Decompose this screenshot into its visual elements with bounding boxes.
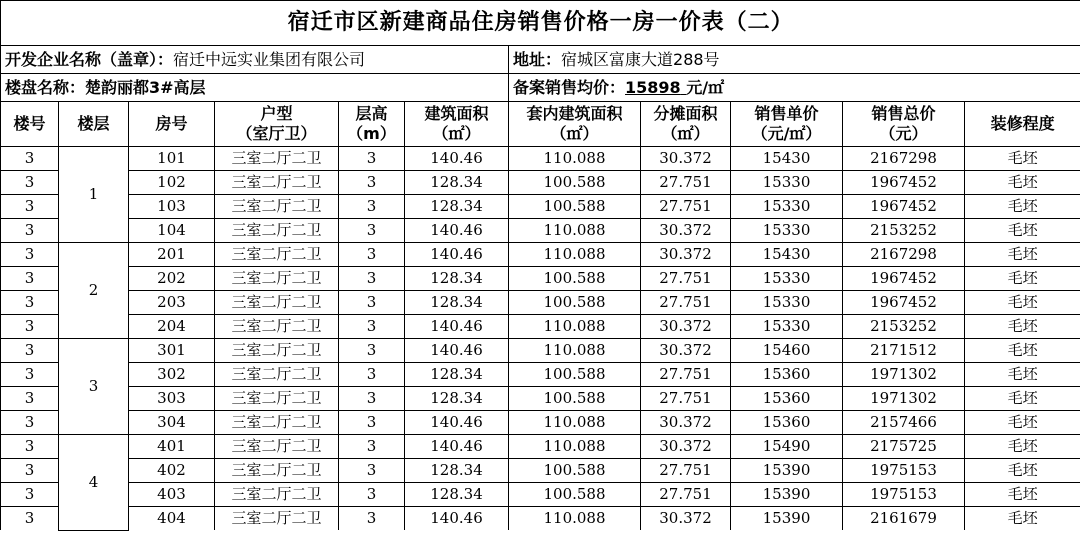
cell-total: 2161679 (843, 507, 965, 531)
cell-inner: 100.588 (509, 195, 641, 219)
cell-area: 140.46 (405, 339, 509, 363)
cell-shared: 27.751 (641, 267, 731, 291)
col-total-price-line1: 销售总价 (871, 104, 936, 123)
cell-building: 3 (1, 435, 59, 459)
cell-room: 403 (129, 483, 215, 507)
cell-building: 3 (1, 243, 59, 267)
cell-building: 3 (1, 315, 59, 339)
cell-area: 128.34 (405, 171, 509, 195)
table-row (1, 507, 1080, 531)
cell-inner: 100.588 (509, 171, 641, 195)
address-label: 地址： (513, 49, 562, 69)
table-row (1, 195, 1080, 219)
col-unit-price (731, 102, 843, 147)
developer-info (1, 46, 509, 74)
col-floor: 楼层 (59, 102, 129, 147)
cell-inner: 100.588 (509, 363, 641, 387)
cell-building: 3 (1, 387, 59, 411)
cell-total: 1967452 (843, 291, 965, 315)
cell-finish: 毛坯 (965, 171, 1080, 195)
cell-shared: 30.372 (641, 339, 731, 363)
cell-building: 3 (1, 507, 59, 531)
cell-height: 3 (339, 363, 405, 387)
table-row (1, 411, 1080, 435)
col-inner-area-line1: 套内建筑面积 (526, 104, 623, 123)
cell-area: 128.34 (405, 459, 509, 483)
cell-room: 303 (129, 387, 215, 411)
col-area-line1: 建筑面积 (424, 104, 489, 123)
address-info (509, 46, 1080, 74)
cell-area: 140.46 (405, 243, 509, 267)
col-unit-price-line2: （元/㎡） (751, 124, 822, 143)
project-info (1, 74, 509, 102)
cell-shared: 27.751 (641, 459, 731, 483)
cell-layout: 三室二厅二卫 (215, 411, 339, 435)
cell-total: 1967452 (843, 267, 965, 291)
table-row (1, 315, 1080, 339)
cell-total: 1971302 (843, 363, 965, 387)
table-row (1, 267, 1080, 291)
col-area-line2: （㎡） (432, 124, 481, 143)
cell-building: 3 (1, 171, 59, 195)
project-value: 楚韵丽都3#高层 (85, 77, 206, 97)
col-inner-area-line2: （㎡） (550, 124, 599, 143)
cell-total: 1967452 (843, 195, 965, 219)
cell-finish: 毛坯 (965, 459, 1080, 483)
cell-layout: 三室二厅二卫 (215, 243, 339, 267)
cell-building: 3 (1, 483, 59, 507)
col-layout (215, 102, 339, 147)
col-room: 房号 (129, 102, 215, 147)
cell-inner: 100.588 (509, 459, 641, 483)
table-row (1, 459, 1080, 483)
cell-area: 128.34 (405, 363, 509, 387)
cell-height: 3 (339, 387, 405, 411)
cell-finish: 毛坯 (965, 315, 1080, 339)
table-row (1, 387, 1080, 411)
cell-shared: 27.751 (641, 363, 731, 387)
cell-area: 140.46 (405, 411, 509, 435)
cell-height: 3 (339, 315, 405, 339)
avg-price-info (509, 74, 1080, 102)
col-height-line1: 层高 (355, 104, 388, 123)
cell-layout: 三室二厅二卫 (215, 363, 339, 387)
avg-price-value: 15898 (625, 77, 681, 97)
cell-room: 204 (129, 315, 215, 339)
cell-total: 2175725 (843, 435, 965, 459)
table-row (1, 147, 1080, 171)
col-height-line2: （m） (347, 124, 396, 143)
cell-finish: 毛坯 (965, 363, 1080, 387)
cell-total: 1967452 (843, 171, 965, 195)
cell-shared: 30.372 (641, 507, 731, 531)
cell-layout: 三室二厅二卫 (215, 483, 339, 507)
table-row (1, 363, 1080, 387)
avg-price-unit: 元/㎡ (686, 77, 725, 97)
cell-inner: 110.088 (509, 411, 641, 435)
cell-layout: 三室二厅二卫 (215, 171, 339, 195)
cell-finish: 毛坯 (965, 411, 1080, 435)
cell-inner: 110.088 (509, 507, 641, 531)
cell-building: 3 (1, 291, 59, 315)
floor-cell: 3 (59, 339, 129, 435)
cell-layout: 三室二厅二卫 (215, 315, 339, 339)
cell-layout: 三室二厅二卫 (215, 435, 339, 459)
table-row (1, 243, 1080, 267)
cell-shared: 27.751 (641, 483, 731, 507)
cell-shared: 27.751 (641, 291, 731, 315)
project-label: 楼盘名称： (5, 77, 86, 97)
cell-inner: 110.088 (509, 219, 641, 243)
cell-inner: 110.088 (509, 243, 641, 267)
cell-shared: 27.751 (641, 171, 731, 195)
cell-shared: 30.372 (641, 243, 731, 267)
cell-unit-price: 15390 (731, 483, 843, 507)
cell-shared: 27.751 (641, 387, 731, 411)
cell-area: 140.46 (405, 147, 509, 171)
cell-unit-price: 15430 (731, 147, 843, 171)
cell-height: 3 (339, 339, 405, 363)
col-total-price-line2: （元） (879, 124, 928, 143)
cell-finish: 毛坯 (965, 291, 1080, 315)
cell-unit-price: 15330 (731, 315, 843, 339)
cell-area: 128.34 (405, 483, 509, 507)
cell-height: 3 (339, 483, 405, 507)
floor-cell: 1 (59, 147, 129, 243)
col-inner-area (509, 102, 641, 147)
cell-inner: 100.588 (509, 267, 641, 291)
cell-height: 3 (339, 147, 405, 171)
table-row (1, 339, 1080, 363)
cell-area: 140.46 (405, 507, 509, 531)
table-row (1, 291, 1080, 315)
cell-building: 3 (1, 267, 59, 291)
cell-room: 202 (129, 267, 215, 291)
cell-room: 401 (129, 435, 215, 459)
developer-label: 开发企业名称（盖章）： (5, 49, 174, 69)
floor-cell: 2 (59, 243, 129, 339)
cell-inner: 110.088 (509, 339, 641, 363)
cell-shared: 30.372 (641, 315, 731, 339)
cell-unit-price: 15360 (731, 363, 843, 387)
cell-finish: 毛坯 (965, 435, 1080, 459)
cell-shared: 30.372 (641, 411, 731, 435)
cell-total: 1975153 (843, 483, 965, 507)
cell-height: 3 (339, 459, 405, 483)
table-row (1, 171, 1080, 195)
cell-layout: 三室二厅二卫 (215, 459, 339, 483)
cell-total: 1971302 (843, 387, 965, 411)
avg-price-label: 备案销售均价： (513, 77, 626, 97)
cell-area: 128.34 (405, 387, 509, 411)
table-row (1, 435, 1080, 459)
cell-height: 3 (339, 411, 405, 435)
cell-finish: 毛坯 (965, 243, 1080, 267)
cell-building: 3 (1, 363, 59, 387)
col-total-price (843, 102, 965, 147)
cell-inner: 100.588 (509, 483, 641, 507)
cell-inner: 110.088 (509, 435, 641, 459)
col-height (339, 102, 405, 147)
column-header-row (1, 102, 1080, 147)
cell-shared: 30.372 (641, 147, 731, 171)
cell-unit-price: 15390 (731, 507, 843, 531)
cell-total: 2157466 (843, 411, 965, 435)
col-layout-line2: （室厅卫） (236, 124, 317, 143)
col-unit-price-line1: 销售单价 (754, 104, 819, 123)
cell-building: 3 (1, 147, 59, 171)
table-row (1, 483, 1080, 507)
cell-finish: 毛坯 (965, 267, 1080, 291)
cell-area: 140.46 (405, 315, 509, 339)
cell-unit-price: 15330 (731, 267, 843, 291)
cell-layout: 三室二厅二卫 (215, 339, 339, 363)
cell-room: 301 (129, 339, 215, 363)
col-shared-area-line1: 分摊面积 (653, 104, 718, 123)
cell-total: 2153252 (843, 315, 965, 339)
address-value: 宿城区富康大道288号 (561, 49, 720, 69)
cell-layout: 三室二厅二卫 (215, 267, 339, 291)
cell-finish: 毛坯 (965, 219, 1080, 243)
cell-room: 103 (129, 195, 215, 219)
cell-room: 102 (129, 171, 215, 195)
cell-layout: 三室二厅二卫 (215, 219, 339, 243)
cell-shared: 27.751 (641, 195, 731, 219)
cell-unit-price: 15330 (731, 195, 843, 219)
cell-unit-price: 15330 (731, 171, 843, 195)
cell-finish: 毛坯 (965, 147, 1080, 171)
cell-shared: 30.372 (641, 219, 731, 243)
cell-finish: 毛坯 (965, 483, 1080, 507)
page-title: 宿迁市区新建商品住房销售价格一房一价表（二） (1, 1, 1080, 46)
cell-room: 201 (129, 243, 215, 267)
cell-unit-price: 15330 (731, 291, 843, 315)
cell-inner: 110.088 (509, 315, 641, 339)
cell-building: 3 (1, 459, 59, 483)
floor-cell: 4 (59, 435, 129, 531)
cell-inner: 110.088 (509, 147, 641, 171)
cell-height: 3 (339, 219, 405, 243)
cell-area: 140.46 (405, 435, 509, 459)
cell-finish: 毛坯 (965, 195, 1080, 219)
cell-layout: 三室二厅二卫 (215, 147, 339, 171)
cell-layout: 三室二厅二卫 (215, 387, 339, 411)
cell-unit-price: 15330 (731, 219, 843, 243)
cell-height: 3 (339, 243, 405, 267)
cell-layout: 三室二厅二卫 (215, 507, 339, 531)
cell-height: 3 (339, 171, 405, 195)
cell-area: 128.34 (405, 267, 509, 291)
cell-shared: 30.372 (641, 435, 731, 459)
cell-room: 402 (129, 459, 215, 483)
cell-room: 203 (129, 291, 215, 315)
table-row (1, 219, 1080, 243)
cell-building: 3 (1, 195, 59, 219)
cell-building: 3 (1, 339, 59, 363)
cell-finish: 毛坯 (965, 387, 1080, 411)
developer-value: 宿迁中远实业集团有限公司 (173, 49, 366, 69)
cell-unit-price: 15360 (731, 387, 843, 411)
col-shared-area-line2: （㎡） (661, 124, 710, 143)
cell-height: 3 (339, 435, 405, 459)
col-layout-line1: 户型 (260, 104, 293, 123)
cell-total: 2153252 (843, 219, 965, 243)
cell-total: 2167298 (843, 147, 965, 171)
cell-building: 3 (1, 219, 59, 243)
cell-finish: 毛坯 (965, 339, 1080, 363)
cell-layout: 三室二厅二卫 (215, 195, 339, 219)
cell-area: 140.46 (405, 219, 509, 243)
cell-total: 1975153 (843, 459, 965, 483)
cell-unit-price: 15490 (731, 435, 843, 459)
cell-area: 128.34 (405, 291, 509, 315)
col-area (405, 102, 509, 147)
col-building: 楼号 (1, 102, 59, 147)
cell-layout: 三室二厅二卫 (215, 291, 339, 315)
unit-rows (1, 147, 1080, 531)
cell-height: 3 (339, 291, 405, 315)
cell-inner: 100.588 (509, 387, 641, 411)
cell-area: 128.34 (405, 195, 509, 219)
cell-room: 404 (129, 507, 215, 531)
cell-height: 3 (339, 507, 405, 531)
cell-inner: 100.588 (509, 291, 641, 315)
cell-room: 101 (129, 147, 215, 171)
cell-height: 3 (339, 195, 405, 219)
col-finish: 装修程度 (965, 102, 1080, 147)
cell-unit-price: 15390 (731, 459, 843, 483)
cell-total: 2167298 (843, 243, 965, 267)
cell-height: 3 (339, 267, 405, 291)
cell-room: 304 (129, 411, 215, 435)
cell-finish: 毛坯 (965, 507, 1080, 531)
cell-room: 104 (129, 219, 215, 243)
cell-total: 2171512 (843, 339, 965, 363)
cell-unit-price: 15460 (731, 339, 843, 363)
cell-unit-price: 15430 (731, 243, 843, 267)
cell-room: 302 (129, 363, 215, 387)
cell-building: 3 (1, 411, 59, 435)
col-shared-area (641, 102, 731, 147)
cell-unit-price: 15360 (731, 411, 843, 435)
